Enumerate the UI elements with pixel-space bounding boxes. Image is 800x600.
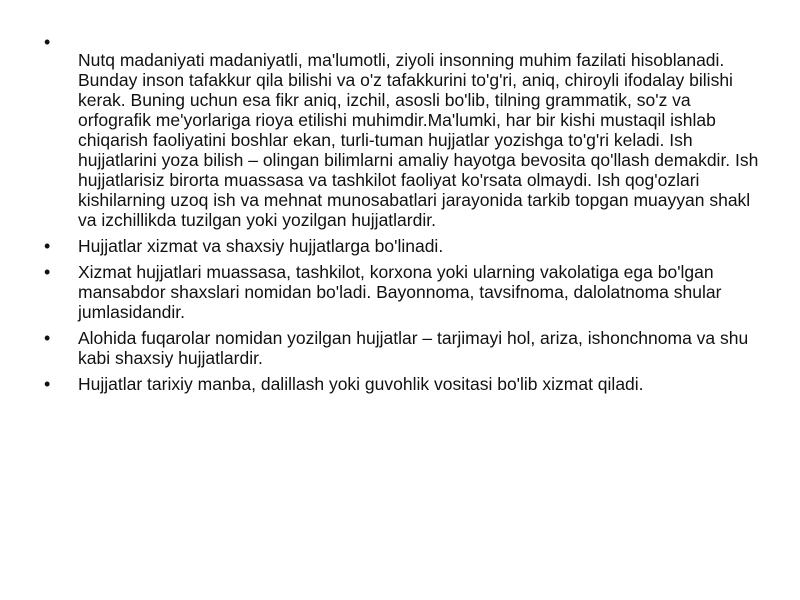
bullet-item-hujjatlar-turlari (44, 236, 764, 256)
bullet-icon: • (44, 262, 51, 282)
bullet-list (44, 32, 764, 400)
bullet-text: Nutq madaniyati madaniyatli, ma'lumotli, ziyoli insonning muhim fazilati hisoblanadi. Bunday inson tafakkur qila bilishi va o'z tafakkurini to'g'ri, aniq, chiroyli ifodalay bilishi kerak. Buning uchun esa fikr aniq, izchil, asosli bo'lib, tilning grammatik, so'z va orfografik me'yorlariga rioya etilishi muhimdir.Ma'lumki, har bir kishi mustaqil ishlab chiqarish faoliyatini boshlar ekan, turli-tuman hujjatlar yozishga to'g'ri keladi. Ish hujjatlarini yoza bilish – olingan bilimlarni amaliy hayotga bevosita qo'llash demakdir. Ish hujjatlarisiz birorta muassasa va tashkilot faoliyat ko'rsata olmaydi. Ish qog'ozlari kishilarning uzoq ish va mehnat munosabatlari jarayonida tarkib topgan muayyan shakl va izchillikda tuzilgan yoki yozilgan hujjatlardir. (78, 50, 759, 230)
bullet-item-nutq-madaniyati (44, 32, 764, 230)
bullet-item-shaxsiy-hujjatlar (44, 328, 764, 368)
bullet-icon: • (44, 32, 51, 52)
bullet-text: Alohida fuqarolar nomidan yozilgan hujjatlar – tarjimayi hol, ariza, ishonchnoma va shu kabi shaxsiy hujjatlardir. (78, 328, 749, 368)
bullet-text: Hujjatlar xizmat va shaxsiy hujjatlarga bo'linadi. (78, 236, 444, 256)
bullet-item-tarixiy-manba (44, 374, 764, 394)
bullet-text: Xizmat hujjatlari muassasa, tashkilot, korxona yoki ularning vakolatiga ega bo'lgan mansabdor shaxslari nomidan bo'ladi. Bayonnoma, tavsifnoma, dalolatnoma shular jumlasidandir. (78, 262, 722, 322)
bullet-icon: • (44, 328, 51, 348)
bullet-item-xizmat-hujjatlari (44, 262, 764, 322)
bullet-icon: • (44, 374, 51, 394)
bullet-icon: • (44, 236, 51, 256)
bullet-text: Hujjatlar tarixiy manba, dalillash yoki guvohlik vositasi bo'lib xizmat qiladi. (78, 374, 644, 394)
